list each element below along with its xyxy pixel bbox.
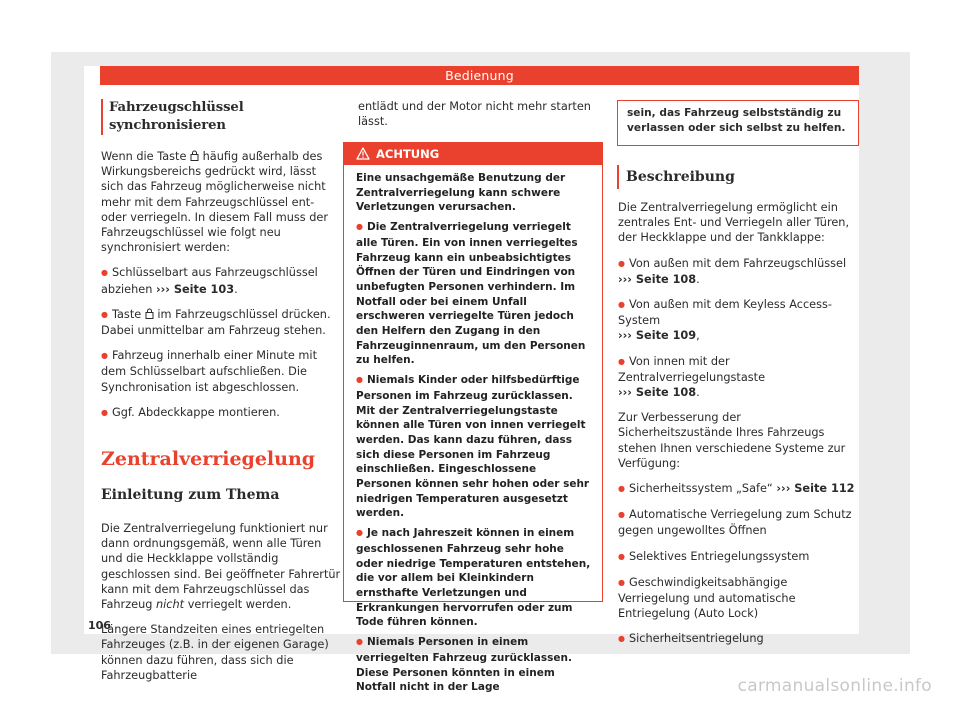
section-header: Bedienung — [100, 66, 859, 85]
warning-continuation-box: sein, das Fahrzeug selbstständig zu verlassen oder sich selbst zu helfen. — [617, 100, 859, 146]
sync-step-3: ● Fahrzeug innerhalb einer Minute mit dem Schlüsselbart aufschließen. Die Synchronisation ist abgeschlossen. — [101, 348, 341, 395]
heading-sync: Fahrzeugschlüssel synchronisieren — [101, 99, 341, 135]
system-item: ● Geschwindigkeitsabhängige Verriegelung und automatische Entriegelung (Auto Lock) — [618, 575, 858, 622]
heading-beschreibung: Beschreibung — [617, 165, 735, 189]
warning-header — [344, 143, 602, 165]
lock-icon — [190, 150, 199, 161]
warning-body — [344, 165, 602, 695]
system-item: ● Sicherheitsentriegelung — [618, 631, 858, 647]
sync-step-4: ● Ggf. Abdeckkappe montieren. — [101, 405, 341, 421]
system-item: ● Selektives Entriegelungssystem — [618, 549, 858, 565]
einleitung-para-1: Die Zentralverriegelung funktioniert nur dann ordnungsgemäß, wenn alle Türen und die Heckklappe vollständig geschlossen sind. Bei geöffneter Fahrertür kann mit dem Fahrzeugschlüssel das Fahrzeug nicht verriegelt werden. — [101, 522, 341, 612]
lock-icon — [145, 308, 154, 319]
sync-intro: Wenn die Taste häufig außerhalb des Wirkungsbereichs gedrückt wird, lässt sich das Fahrzeug möglicherweise nicht mehr mit dem Fahrzeugschlüssel ent- oder verriegeln. In diesem Fall muss der Fahrzeugschlüssel wie folgt neu synchronisiert werden: — [101, 150, 329, 255]
einleitung-para-2: Längere Standzeiten eines entriegelten Fahrzeuges (z.B. in der eigenen Garage) können dazu führen, dass sich die Fahrzeugbatterie — [101, 623, 329, 682]
warning-item: ● Die Zentralverriegelung verriegelt alle Türen. Ein von innen verriegeltes Fahrzeug kann ein unbeabsichtigtes Öffnen der Türen und Eindringen von unbefugten Personen verhindern. Im Notfall oder bei einem Unfall erschweren verriegelte Türen jedoch den Helfern den Zugang in den Fahrzeuginnenraum, um den Personen zu helfen. — [356, 220, 594, 368]
warning-box — [343, 142, 603, 694]
method-item: ● Von innen mit der Zentralverriegelungstaste ››› Seite 108. — [618, 354, 858, 401]
method-item: ● Von außen mit dem Fahrzeugschlüssel ››› Seite 108. — [618, 256, 858, 287]
system-item: ● Sicherheitssystem „Safe“ ››› Seite 112 — [618, 481, 858, 497]
continuation-text: entlädt und der Motor nicht mehr starten lässt. — [358, 100, 591, 129]
chapter-title: Zentralverriegelung — [101, 448, 316, 471]
warning-triangle-icon — [356, 147, 370, 160]
beschreibung-para-2: Zur Verbesserung der Sicherheitszustände Ihres Fahrzeugs stehen Ihnen verschiedene Systeme zur Verfügung: — [618, 411, 846, 470]
method-item: ● Von außen mit dem Keyless Access-System ››› Seite 109, — [618, 297, 858, 344]
page-number: 106 — [88, 619, 111, 632]
page-link[interactable]: ››› Seite 108 — [618, 386, 697, 400]
sync-step-2: ● Taste im Fahrzeugschlüssel drücken. Dabei unmittelbar am Fahrzeug stehen. — [101, 307, 341, 338]
warning-item: ● Niemals Personen in einem verriegelten Fahrzeug zurücklassen. Diese Personen könnten in einem Notfall nicht in der Lage — [356, 635, 594, 695]
warning-title: ACHTUNG — [376, 147, 440, 161]
column-middle — [358, 99, 601, 139]
subheading-einleitung: Einleitung zum Thema — [101, 487, 280, 504]
page-link[interactable]: ››› Seite 109 — [618, 329, 697, 343]
warning-intro: Eine unsachgemäße Benutzung der Zentralverriegelung kann schwere Verletzungen verursachen. — [356, 172, 566, 214]
page-link[interactable]: ››› Seite 103 — [155, 282, 235, 296]
page-link[interactable]: ››› Seite 112 — [776, 482, 855, 496]
beschreibung-intro: Die Zentralverriegelung ermöglicht ein zentrales Ent- und Verriegeln aller Türen, der Heckklappe und der Tankklappe: — [618, 201, 850, 245]
column-left — [101, 99, 341, 693]
watermark: carmanualsonline.info — [737, 676, 932, 696]
column-right — [618, 200, 858, 658]
page-link[interactable]: ››› Seite 108 — [618, 272, 697, 286]
warning-item: ● Je nach Jahreszeit können in einem geschlossenen Fahrzeug sehr hohe oder niedrige Temperaturen entstehen, die vor allem bei Kleinkindern ernsthafte Verletzungen und Erkrankungen hervorrufen oder zum Tode führen können. — [356, 526, 594, 630]
system-item: ● Automatische Verriegelung zum Schutz gegen ungewolltes Öffnen — [618, 507, 858, 538]
sync-step-1: ● Schlüsselbart aus Fahrzeugschlüssel abziehen ››› Seite 103. — [101, 265, 341, 296]
warning-item: ● Niemals Kinder oder hilfsbedürftige Personen im Fahrzeug zurücklassen. Mit der Zentralverriegelungstaste können alle Türen von innen verriegelt werden. Das kann dazu führen, dass sich diese Personen im Fahrzeug einschließen. Eingeschlossene Personen können sehr hohen oder sehr niedrigen Temperaturen ausgesetzt werden. — [356, 373, 594, 521]
